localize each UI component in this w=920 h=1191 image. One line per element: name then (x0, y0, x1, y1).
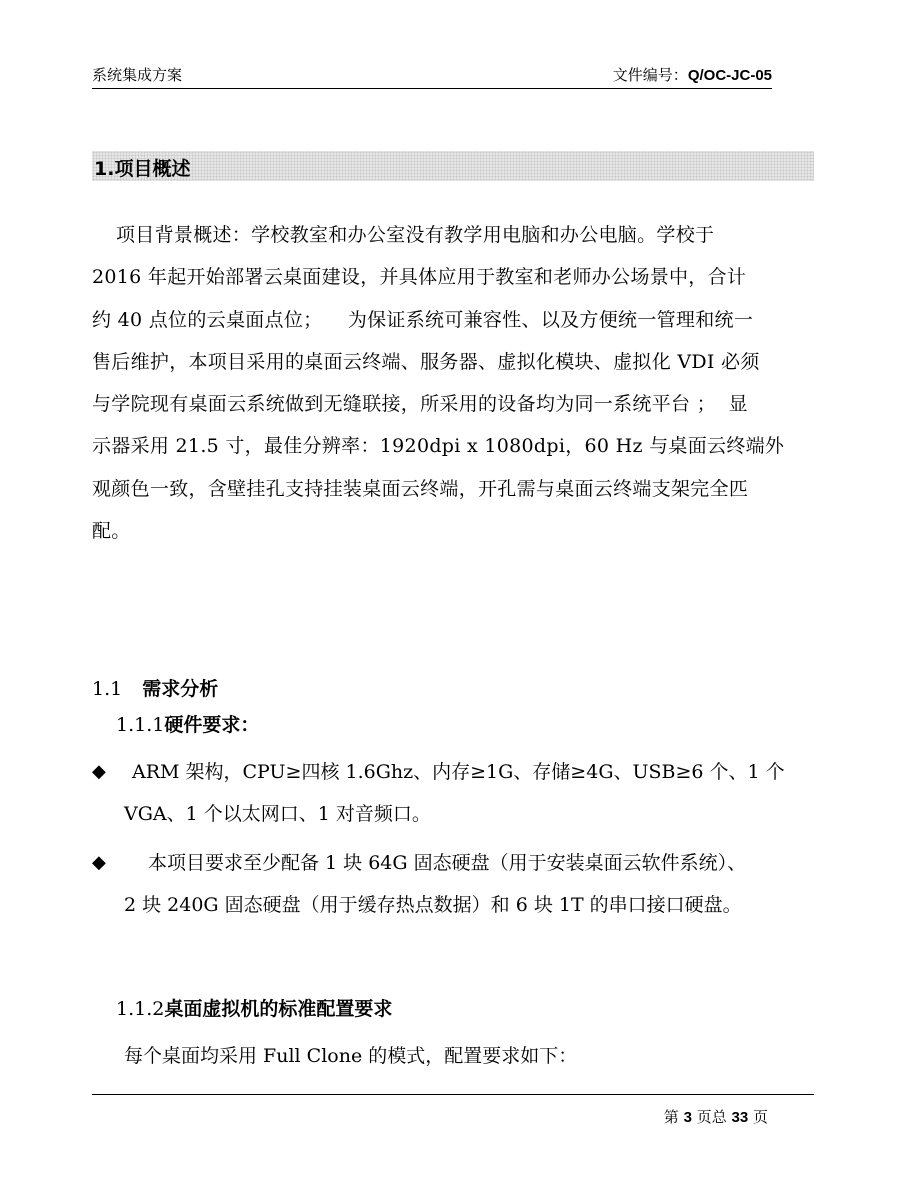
document-code-label: 文件编号： (612, 66, 688, 84)
section-heading-requirements (92, 674, 218, 701)
paragraph-line: 约 40 点位的云桌面点位； 为保证系统可兼容性、以及方便统一管理和统一 (92, 308, 754, 331)
document-code (613, 64, 772, 85)
paragraph-line: 售后维护，本项目采用的桌面云终端、服务器、虚拟化模块、虚拟化 VDI 必须 (92, 350, 760, 373)
section-heading-bar (92, 151, 814, 181)
current-page: 3 (683, 1109, 692, 1126)
page-number (664, 1106, 768, 1127)
subsection-heading-hardware (116, 710, 259, 737)
subsection-title: 硬件要求： (164, 714, 260, 736)
paragraph-line: 示器采用 21.5 寸，最佳分辨率：1920dpi x 1080dpi，60 Hz 与桌面云终端外 (92, 435, 785, 458)
list-item-line: ARM 架构，CPU≥四核 1.6Ghz、内存≥1G、存储≥4G、USB≥6 个、1 个 (132, 761, 785, 783)
total-pages: 33 (731, 1109, 749, 1126)
subsection-number: 1.1.2 (116, 998, 165, 1020)
page-number-suffix: 页 (752, 1108, 768, 1126)
section-title-overview: 1.项目概述 (94, 158, 191, 180)
paragraph-line: 项目背景概述：学校教室和办公室没有教学用电脑和办公电脑。学校于 (116, 224, 715, 246)
page-number-prefix: 第 (663, 1108, 679, 1126)
project-background-paragraph (92, 214, 812, 552)
paragraph-line: 配。 (92, 520, 131, 543)
document-code-value: Q/OC-JC-05 (687, 67, 772, 84)
subsection-number: 1.1.1 (116, 714, 165, 736)
list-item-line: 本项目要求至少配备 1 块 64G 固态硬盘（用于安装桌面云软件系统）、 (148, 852, 747, 874)
page-header (92, 62, 772, 89)
diamond-bullet-icon: ◆ (92, 852, 106, 873)
subsection-title: 桌面虚拟机的标准配置要求 (164, 998, 393, 1020)
list-item-line: VGA、1 个以太网口、1 对音频口。 (124, 803, 431, 825)
footer-divider (92, 1094, 814, 1095)
section-number: 1.1 (92, 678, 123, 700)
paragraph-line: 2016 年起开始部署云桌面建设，并具体应用于教室和老师办公场景中，合计 (92, 266, 747, 289)
paragraph-line: 观颜色一致，含壁挂孔支持挂装桌面云终端，开孔需与桌面云终端支架完全匹 (92, 477, 749, 500)
page-number-middle: 页总 (696, 1108, 727, 1126)
paragraph-line: 与学院现有桌面云系统做到无缝联接，所采用的设备均为同一系统平台 ； 显 (92, 393, 748, 416)
subsection-heading-vm-config (116, 994, 392, 1021)
list-item (92, 842, 802, 926)
list-item-line: 2 块 240G 固态硬盘（用于缓存热点数据）和 6 块 1T 的串口接口硬盘。 (124, 894, 742, 916)
diamond-bullet-icon: ◆ (92, 761, 106, 782)
list-item (92, 751, 802, 835)
section-title: 需求分析 (142, 678, 219, 700)
config-intro-text: 每个桌面均采用 Full Clone 的模式，配置要求如下： (124, 1045, 578, 1067)
document-title: 系统集成方案 (92, 66, 183, 84)
